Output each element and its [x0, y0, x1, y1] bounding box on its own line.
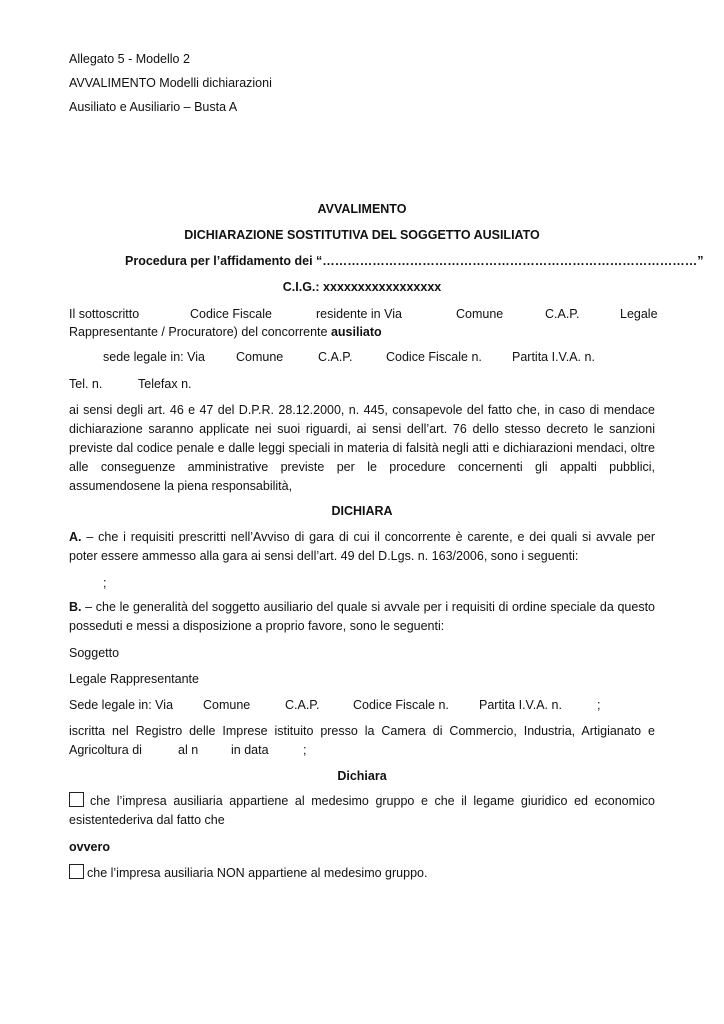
title-main: AVVALIMENTO: [317, 202, 407, 216]
option-2: [69, 864, 427, 881]
section-b-paragraph: [69, 598, 655, 636]
label-sottoscritto: Il sottoscritto: [69, 307, 140, 321]
option-2-text: che l’impresa ausiliaria NON appartiene al medesimo gruppo.: [87, 866, 428, 880]
label-sede-via: sede legale in: Via: [103, 350, 205, 364]
section-b-text: – che le generalità del soggetto ausiliario del quale si avvale per i requisiti di ordine speciale da questo posseduti e messi a disposizione a proprio favore, sono le seguenti:: [69, 600, 655, 633]
label-b-sede-cf: Codice Fiscale n.: [353, 698, 449, 712]
option-1-checkbox[interactable]: [69, 792, 84, 807]
label-comune: Comune: [456, 307, 504, 321]
header-line-2: AVVALIMENTO Modelli dichiarazioni: [69, 76, 272, 90]
subject-line-2-text: Rappresentante / Procuratore) del concorrente: [69, 325, 331, 339]
label-residente: residente in Via: [316, 307, 402, 321]
label-sede-comune: Comune: [236, 350, 284, 364]
b-sede-semicolon: ;: [597, 698, 601, 712]
section-a-paragraph: [69, 528, 655, 566]
section-a-label: A.: [69, 530, 82, 544]
cig-code: C.I.G.: xxxxxxxxxxxxxxxxx: [282, 280, 442, 294]
label-b-sede-cap: C.A.P.: [285, 698, 320, 712]
section-a-text: – che i requisiti prescritti nell’Avviso di gara di cui il concorrente è carente, e dei quali si avvale per poter essere ammesso alla gara ai sensi dell’art. 49 del D.Lgs. n. 163/2006, sono i seguenti:: [69, 530, 655, 563]
dichiara-subheading: Dichiara: [337, 769, 387, 783]
label-b-sede-piva: Partita I.V.A. n.: [479, 698, 562, 712]
label-soggetto: Soggetto: [69, 646, 120, 660]
section-b-label: B.: [69, 600, 82, 614]
iscritta-semicolon: ;: [303, 743, 307, 757]
subject-line-2: [69, 324, 382, 340]
header-line-1: Allegato 5 - Modello 2: [69, 52, 190, 66]
label-telefax: Telefax n.: [138, 377, 192, 391]
option-2-checkbox[interactable]: [69, 864, 84, 879]
iscritta-line: iscritta nel Registro delle Imprese istituito presso la Camera di Commercio, Industria, Artigianato e: [69, 724, 655, 738]
label-legale: Legale: [620, 307, 658, 321]
label-legale-rappresentante: Legale Rappresentante: [69, 672, 199, 686]
label-sede-cap: C.A.P.: [318, 350, 353, 364]
label-sede-piva: Partita I.V.A. n.: [512, 350, 595, 364]
label-sede-cf: Codice Fiscale n.: [386, 350, 482, 364]
label-b-sede-comune: Comune: [203, 698, 251, 712]
dichiara-heading: DICHIARA: [331, 504, 393, 518]
ovvero-label: ovvero: [69, 840, 110, 854]
header-line-3: Ausiliato e Ausiliario – Busta A: [69, 100, 238, 114]
label-codice-fiscale: Codice Fiscale: [190, 307, 272, 321]
ai-sensi-paragraph: ai sensi degli art. 46 e 47 del D.P.R. 28.12.2000, n. 445, consapevole del fatto che, in caso di mendace dichiarazione saranno applicate nei suoi riguardi, ai sensi dell’art. 76 dello stesso decreto le sanzioni previste dal codice penale e dalle leggi speciali in materia di falsità negli atti e dichiarazioni mendaci, oltre alle conseguenze amministrative previste per le procedure concernenti gli appalti pubblici, assumendosene la piena responsabilità,: [69, 403, 655, 493]
title-sub: DICHIARAZIONE SOSTITUTIVA DEL SOGGETTO AUSILIATO: [184, 228, 540, 242]
label-al-n: al n: [178, 743, 199, 757]
procedure-line: Procedura per l’affidamento dei “………………………………………………………………………………”: [125, 254, 704, 268]
section-a-semicolon: ;: [103, 576, 107, 590]
label-b-sede-via: Sede legale in: Via: [69, 698, 174, 712]
ausiliato-bold: ausiliato: [330, 325, 382, 339]
label-tel: Tel. n.: [69, 377, 103, 391]
option-1-text: che l’impresa ausiliaria appartiene al medesimo gruppo e che il legame giuridico ed economico esistentederiva dal fatto che: [69, 794, 655, 827]
label-cap: C.A.P.: [545, 307, 580, 321]
option-1: [69, 792, 655, 830]
label-in-data: in data: [231, 743, 269, 757]
label-agricoltura: Agricoltura di: [69, 743, 142, 757]
